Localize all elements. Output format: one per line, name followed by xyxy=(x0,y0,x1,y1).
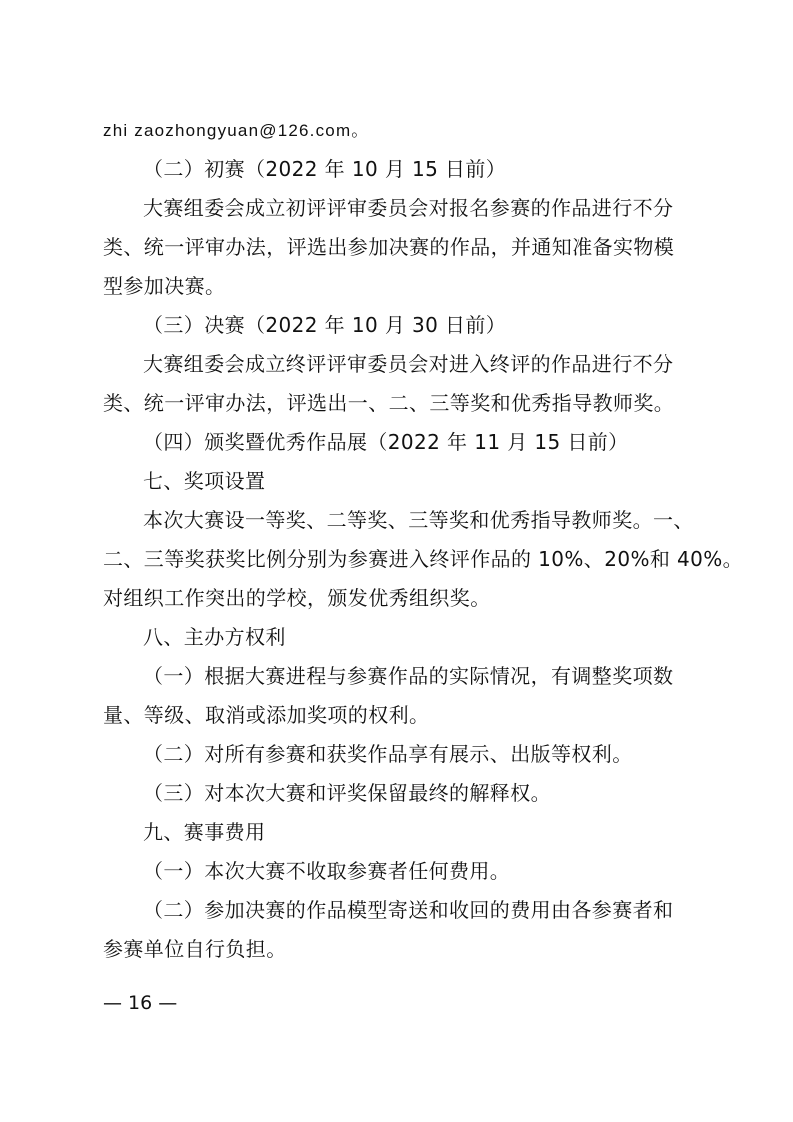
paragraph-line: 大赛组委会成立终评评审委员会对进入终评的作品进行不分 xyxy=(143,352,674,376)
paragraph-line: 二、三等奖获奖比例分别为参赛进入终评作品的 10%、20%和 40%。 xyxy=(103,547,744,571)
paragraph-line: （三）对本次大赛和评奖保留最终的解释权。 xyxy=(143,781,551,805)
paragraph-line: 类、统一评审办法，评选出一、二、三等奖和优秀指导教师奖。 xyxy=(103,391,675,415)
page-number: — 16 — xyxy=(103,992,178,1014)
paragraph-line: 类、统一评审办法，评选出参加决赛的作品，并通知准备实物模 xyxy=(103,235,675,259)
subheading-preliminary: （二）初赛（2022 年 10 月 15 日前） xyxy=(143,157,507,181)
email-line: zhi zaozhongyuan@126.com。 xyxy=(103,121,370,140)
section-heading-awards: 七、奖项设置 xyxy=(143,469,266,493)
paragraph-line: 对组织工作突出的学校，颁发优秀组织奖。 xyxy=(103,586,491,610)
paragraph-line: 本次大赛设一等奖、二等奖、三等奖和优秀指导教师奖。一、 xyxy=(143,508,694,532)
paragraph-line: 参赛单位自行负担。 xyxy=(103,937,287,961)
paragraph-line: 大赛组委会成立初评评审委员会对报名参赛的作品进行不分 xyxy=(143,196,674,220)
paragraph-line: （二）对所有参赛和获奖作品享有展示、出版等权利。 xyxy=(143,742,633,766)
paragraph-line: （一）根据大赛进程与参赛作品的实际情况，有调整奖项数 xyxy=(143,664,674,688)
section-heading-rights: 八、主办方权利 xyxy=(143,625,286,649)
paragraph-line: 型参加决赛。 xyxy=(103,274,226,298)
subheading-final: （三）决赛（2022 年 10 月 30 日前） xyxy=(143,313,507,337)
paragraph-line: 量、等级、取消或添加奖项的权利。 xyxy=(103,703,430,727)
paragraph-line: （二）参加决赛的作品模型寄送和收回的费用由各参赛者和 xyxy=(143,898,674,922)
section-heading-fees: 九、赛事费用 xyxy=(143,820,266,844)
paragraph-line: （一）本次大赛不收取参赛者任何费用。 xyxy=(143,859,511,883)
subheading-award-exhibition: （四）颁奖暨优秀作品展（2022 年 11 月 15 日前） xyxy=(143,430,629,454)
